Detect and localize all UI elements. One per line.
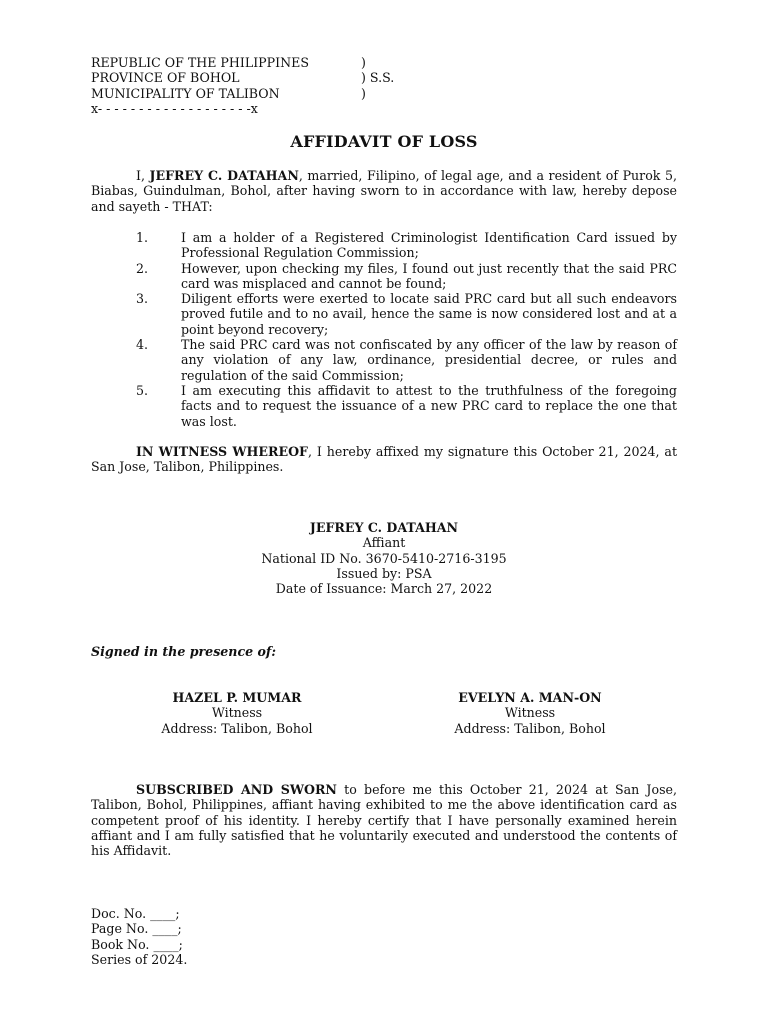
notarial-register [91, 906, 187, 967]
witness-role: Witness [211, 705, 263, 721]
book-number: Book No. ____; [91, 936, 183, 952]
item-text: I am a holder of a Registered Criminologist Identification Card issued by Professional Regulation Commission; [181, 230, 677, 261]
list-item [91, 261, 677, 292]
witness-whereof-paragraph [91, 444, 677, 475]
caption-paren-3: ) [361, 86, 366, 101]
caption-divider: x- - - - - - - - - - - - - - - - - - -x [91, 101, 258, 116]
witness-block-2 [380, 690, 680, 736]
page-number: Page No. ____; [91, 921, 182, 937]
series-year: Series of 2024. [91, 951, 188, 967]
affiant-name: JEFREY C. DATAHAN [309, 520, 459, 535]
caption-paren-1: ) [361, 55, 366, 70]
document-title: AFFIDAVIT OF LOSS [290, 132, 478, 151]
affiant-signature-block [0, 520, 768, 596]
affiant-role: Affiant [362, 535, 406, 551]
jurat-heading: SUBSCRIBED AND SWORN [136, 782, 337, 797]
statements-list [91, 230, 677, 429]
caption-province: PROVINCE OF BOHOL [91, 70, 240, 85]
item-number: 3. [136, 291, 149, 307]
affiant-issued-by: Issued by: PSA [336, 565, 432, 581]
jurat-paragraph [91, 782, 677, 858]
witness-name: HAZEL P. MUMAR [172, 690, 302, 705]
list-item [91, 230, 677, 261]
affiant-name-inline: JEFREY C. DATAHAN [149, 168, 299, 183]
witness-name: EVELYN A. MAN-ON [458, 690, 602, 705]
caption-municipality: MUNICIPALITY OF TALIBON [91, 86, 280, 101]
item-text: Diligent efforts were exerted to locate said PRC card but all such endeavors proved futile and to no avail, hence the same is now considered lost and at a point beyond recovery; [181, 291, 677, 337]
affiant-issuance-date: Date of Issuance: March 27, 2022 [275, 581, 493, 597]
item-number: 2. [136, 260, 149, 276]
item-number: 5. [136, 382, 149, 398]
list-item [91, 291, 677, 337]
intro-prefix: I, [136, 168, 150, 183]
witness-role: Witness [504, 705, 556, 721]
doc-number: Doc. No. ____; [91, 906, 180, 921]
list-item [91, 383, 677, 429]
witness-address: Address: Talibon, Bohol [161, 720, 313, 736]
jurat-text: to before me this October 21, 2024 at San Jose, Talibon, Bohol, Philippines, affiant having exhibited to me the above identification card as competent proof of his identity. I hereby certify that I have personally examined herein affiant and I am fully satisfied that he voluntarily executed and understood the contents of his Affidavit. [91, 782, 677, 859]
caption-ss: ) S.S. [361, 70, 395, 85]
intro-text: , married, Filipino, of legal age, and a resident of Purok 5, Biabas, Guindulman, Bohol, after having sworn to in accordance with law, hereby depose and sayeth - THAT: [91, 168, 677, 214]
list-item [91, 337, 677, 383]
item-text: The said PRC card was not confiscated by any officer of the law by reason of any violation of any law, ordinance, presidential decree, or rules and regulation of the said Commission; [181, 337, 677, 383]
item-number: 4. [136, 337, 149, 353]
witness-whereof-heading: IN WITNESS WHEREOF [136, 444, 309, 459]
caption-republic: REPUBLIC OF THE PHILIPPINES [91, 55, 309, 70]
presence-label: Signed in the presence of: [91, 644, 276, 659]
witness-address: Address: Talibon, Bohol [454, 720, 606, 736]
witness-whereof-text: , I hereby affixed my signature this October 21, 2024, at San Jose, Talibon, Philippines. [91, 444, 678, 475]
item-number: 1. [136, 230, 149, 245]
affiant-national-id: National ID No. 3670-5410-2716-3195 [261, 550, 507, 566]
item-text: I am executing this affidavit to attest to the truthfulness of the foregoing facts and to request the issuance of a new PRC card to replace the one that was lost. [181, 382, 677, 429]
intro-paragraph [91, 168, 677, 214]
item-text: However, upon checking my files, I found out just recently that the said PRC card was misplaced and cannot be found; [181, 260, 677, 291]
witness-block-1 [87, 690, 387, 736]
